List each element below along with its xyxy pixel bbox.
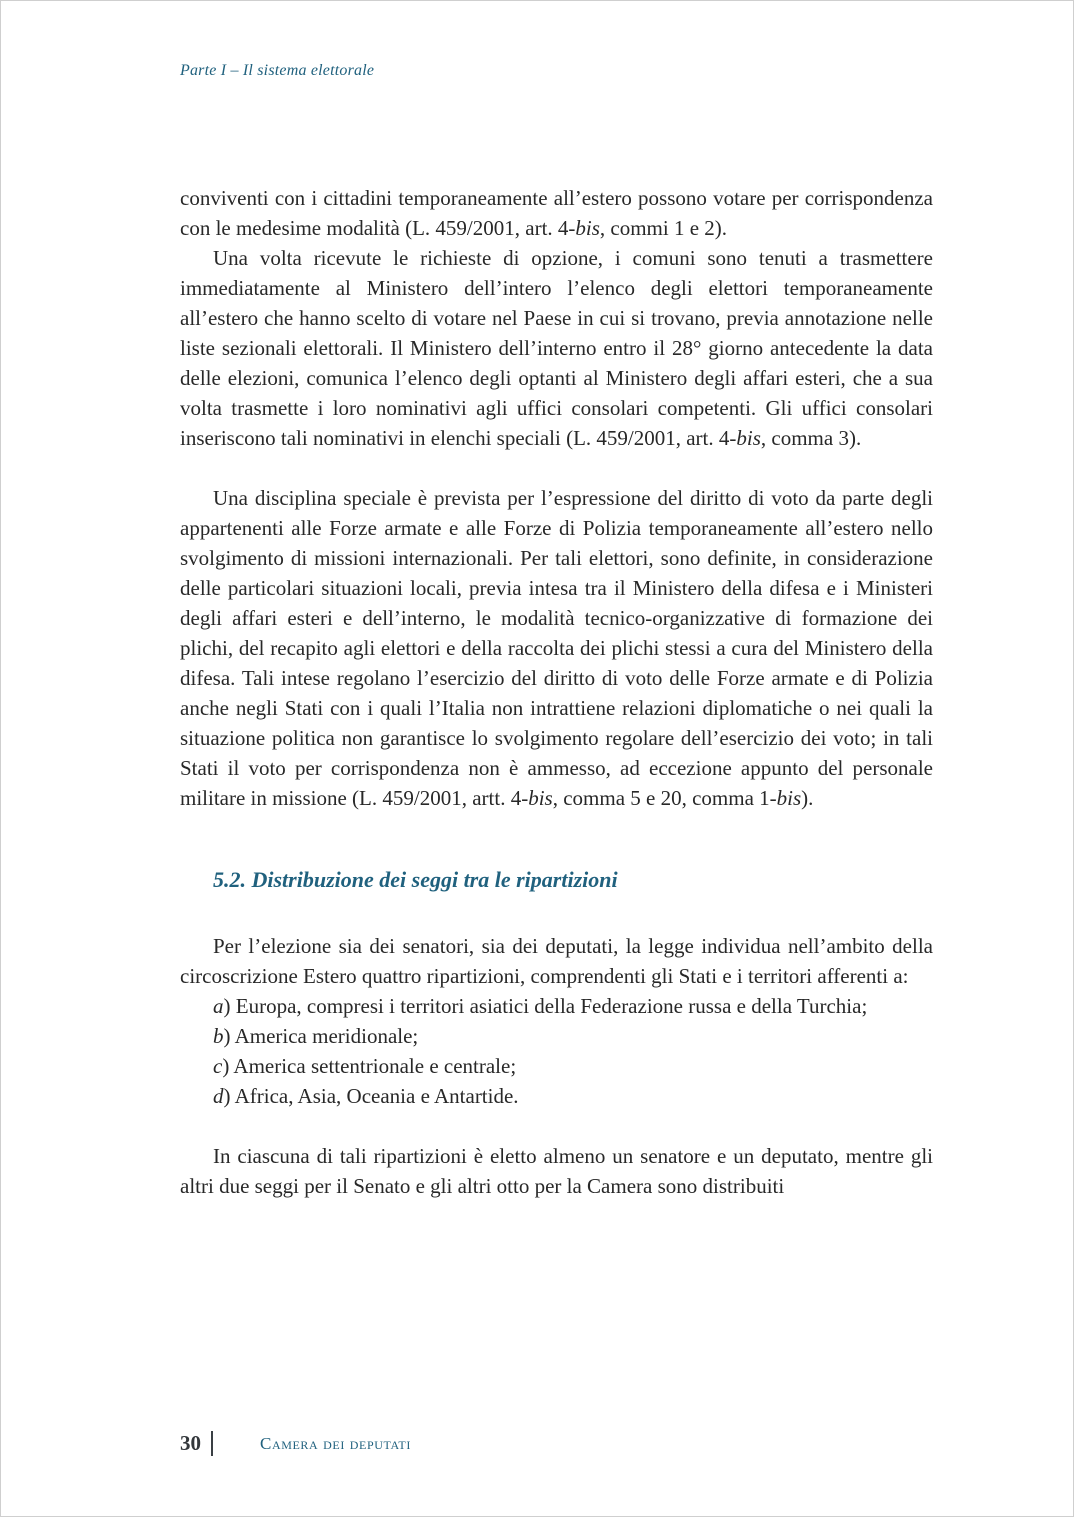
- page-body: [180, 183, 933, 1201]
- paragraph: In ciascuna di tali ripartizioni è eletto almeno un senatore e un deputato, mentre gli altri due seggi per il Senato e gli altri otto per la Camera sono distribuiti: [180, 1144, 933, 1198]
- footer-divider: [211, 1431, 213, 1456]
- list-item: b) America meridionale;: [213, 1024, 419, 1048]
- page-number: 30: [180, 1431, 201, 1455]
- page-footer: [180, 1431, 411, 1456]
- list-item: a) Europa, compresi i territori asiatici della Federazione russa e della Turchia;: [213, 994, 868, 1018]
- paragraph: conviventi con i cittadini temporaneamente all’estero possono votare per corrispondenza con le medesime modalità (L. 459/2001, art. 4-bis, commi 1 e 2).: [180, 186, 933, 240]
- list-item: d) Africa, Asia, Oceania e Antartide.: [213, 1084, 519, 1108]
- list-item: c) America settentrionale e centrale;: [213, 1054, 517, 1078]
- paragraph: Per l’elezione sia dei senatori, sia dei deputati, la legge individua nell’ambito della circoscrizione Estero quattro ripartizioni, comprendenti gli Stati e i territori afferenti a:: [180, 934, 933, 988]
- paragraph: Una volta ricevute le richieste di opzione, i comuni sono tenuti a trasmettere immediatamente al Ministero dell’intero l’elenco degli elettori temporaneamente all’estero che hanno scelto di votare nel Paese in cui si trovano, previa annotazione nelle liste sezionali elettorali. Il Ministero dell’interno entro il 28° giorno antecedente la data delle elezioni, comunica l’elenco degli optanti al Ministero degli affari esteri, che a sua volta trasmette i loro nominativi agli uffici consolari competenti. Gli uffici consolari inseriscono tali nominativi in elenchi speciali (L. 459/2001, art. 4-bis, comma 3).: [180, 246, 933, 450]
- paragraph: Una disciplina speciale è prevista per l’espressione del diritto di voto da parte degli appartenenti alle Forze armate e alle Forze di Polizia temporaneamente all’estero nello svolgimento di missioni internazionali. Per tali elettori, sono definite, in considerazione delle particolari situazioni locali, previa intesa tra il Ministero della difesa e i Ministeri degli affari esteri e dell’interno, le modalità tecnico-organizzative di formazione dei plichi, del recapito agli elettori e della raccolta dei plichi stessi a cura del Ministero della difesa. Tali intese regolano l’esercizio del diritto di voto delle Forze armate e di Polizia anche negli Stati con i quali l’Italia non intrattiene relazioni diplomatiche o nei quali la situazione politica non garantisce lo svolgimento regolare dell’esercizio dei voto; in tali Stati il voto per corrispondenza non è ammesso, ad eccezione appunto del personale militare in missione (L. 459/2001, artt. 4-bis, comma 5 e 20, comma 1-bis).: [180, 486, 933, 810]
- section-heading: 5.2. Distribuzione dei seggi tra le ripartizioni: [213, 867, 618, 892]
- footer-title: Camera dei deputati: [260, 1433, 411, 1453]
- running-header: Parte I – Il sistema elettorale: [180, 62, 375, 79]
